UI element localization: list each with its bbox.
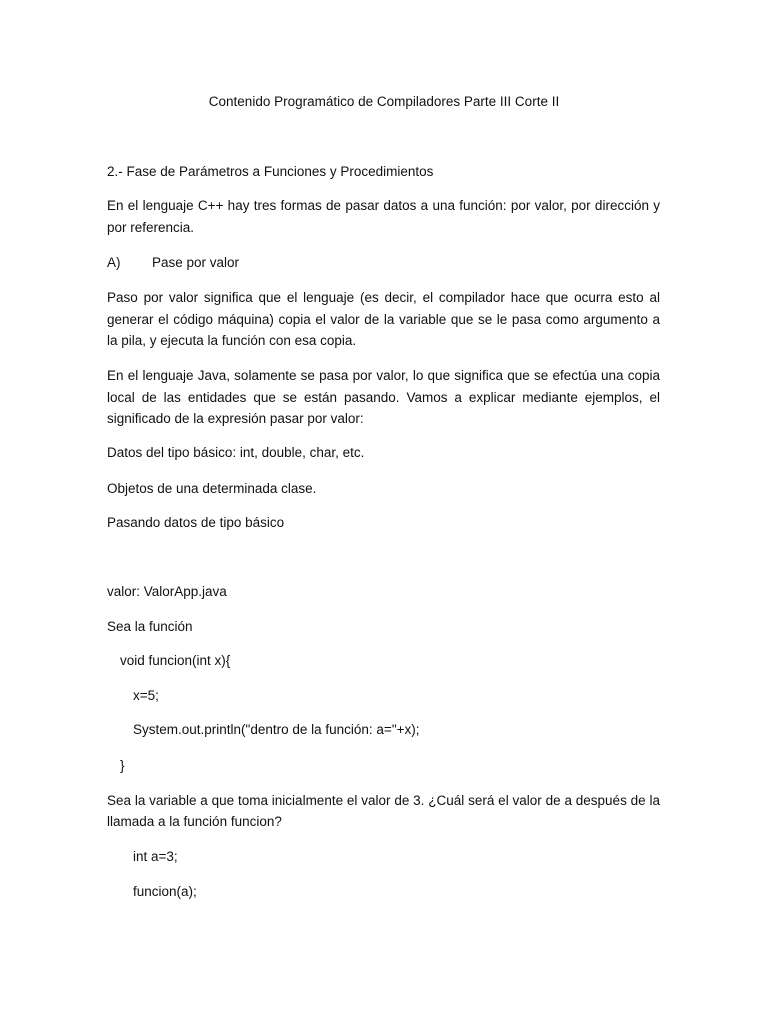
code-closing-brace: }	[120, 758, 125, 773]
document-title: Contenido Programático de Compiladores Parte III Corte II	[208, 94, 560, 109]
code-assignment: x=5;	[133, 688, 159, 703]
subsection-label: Pase por valor	[152, 255, 240, 270]
item-passing-basic: Pasando datos de tipo básico	[107, 515, 285, 530]
subsection-marker: A)	[107, 255, 121, 270]
code-declare-a: int a=3;	[133, 849, 178, 864]
para-valor-line-1: Paso por valor significa que el lenguaje (es decir, el compilador hace que ocurra esto al	[107, 290, 660, 305]
para-java-line-2: local de las entidades que se están pasando. Vamos a explicar mediante ejemplos, el	[107, 390, 660, 405]
intro-line-2: por referencia.	[107, 220, 195, 235]
file-label: valor: ValorApp.java	[107, 584, 227, 599]
item-objects: Objetos de una determinada clase.	[107, 481, 317, 496]
question-line-1: Sea la variable a que toma inicialmente el valor de 3. ¿Cuál será el valor de a después de la	[107, 793, 660, 808]
sea-la-funcion: Sea la función	[107, 619, 193, 634]
code-call-funcion: funcion(a);	[133, 884, 197, 899]
para-valor-line-2: generar el código máquina) copia el valor de la variable que se le pasa como argumento a	[107, 312, 660, 327]
code-function-signature: void funcion(int x){	[120, 653, 231, 668]
para-java-line-1: En el lenguaje Java, solamente se pasa por valor, lo que significa que se efectúa una copia	[107, 368, 660, 383]
section-heading: 2.- Fase de Parámetros a Funciones y Procedimientos	[107, 164, 434, 179]
code-println: System.out.println("dentro de la función: a="+x);	[133, 722, 420, 737]
para-valor-line-3: la pila, y ejecuta la función con esa copia.	[107, 333, 357, 348]
para-java-line-3: significado de la expresión pasar por valor:	[107, 411, 364, 426]
intro-line-1: En el lenguaje C++ hay tres formas de pasar datos a una función: por valor, por dirección y	[107, 198, 660, 213]
question-line-2: llamada a la función funcion?	[107, 814, 282, 829]
item-basic-types: Datos del tipo básico: int, double, char, etc.	[107, 445, 365, 460]
